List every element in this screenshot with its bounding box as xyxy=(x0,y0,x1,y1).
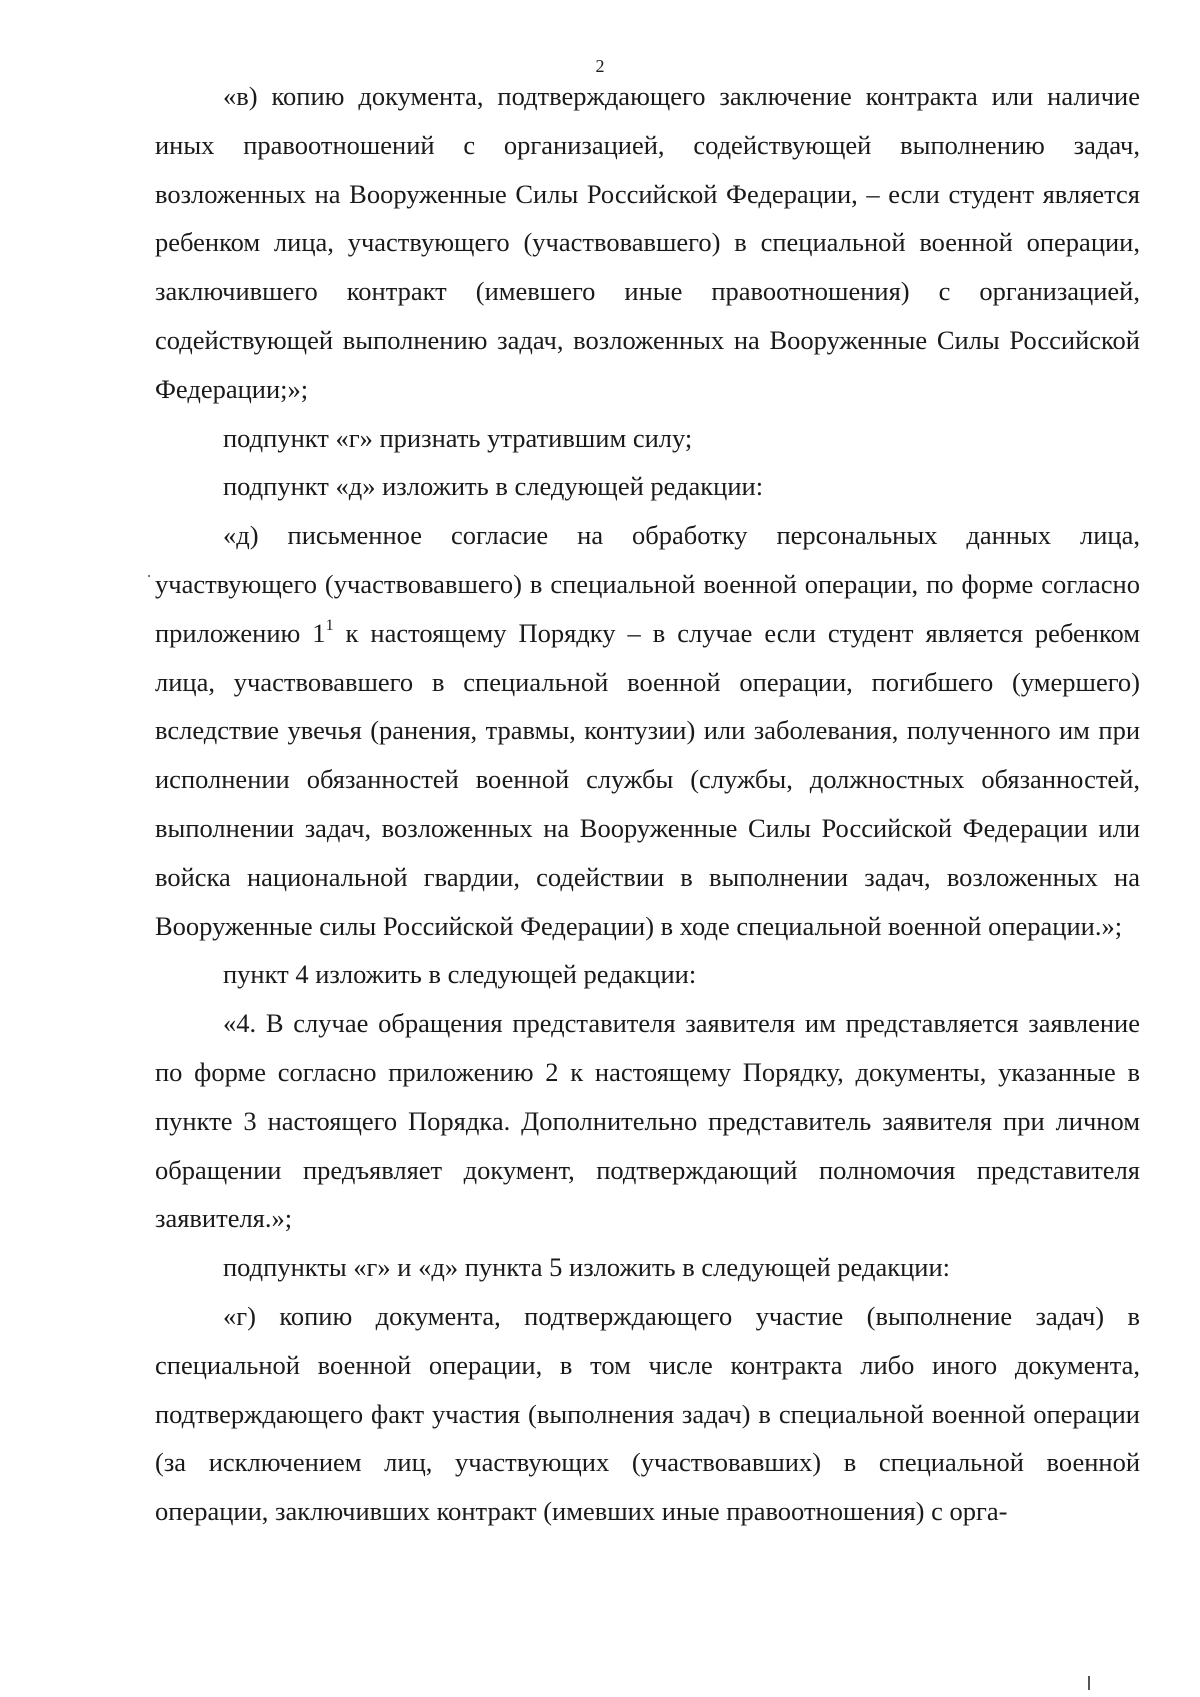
paragraph-4-intro: пункт 4 изложить в следующей редакции: xyxy=(223,959,697,990)
paragraph-d-part-2: к настоящему Порядку – в случае если студент является ребенком лица, участвовавшего в специальной военной операции, погибшего (умершего) вследствие увечья (ранения, травмы, контузии) или заболевания, полученного им при исполнении обязанностей военной службы (службы, должностных обязанностей, выполнении задач, возложенных на Вооруженные Силы Российской Федерации или войска национальной гвардии, содействии в выполнении задач, возложенных на Вооруженные силы Российской Федерации) в ходе специальной военной операции.»; xyxy=(155,617,1141,941)
paragraph-v: «в) копию документа, подтверждающего заключение контракта или наличие иных правоотношений с организацией, содействующей выполнению задач, возложенных на Вооруженные Силы Российской Федерации, – если студент является ребенком лица, участвующего (участвовавшего) в специальной военной операции, заключившего контракт (имевшего иные правоотношения) с организацией, содействующей выполнению задач, возложенных на Вооруженные Силы Российской Федерации;»; xyxy=(155,81,1140,404)
paragraph-d-part-1: «д) письменное согласие на обработку персональных данных лица, участвующего (участвовавшего) в специальной военной операции, по форме согласно приложению 1 xyxy=(155,520,1140,648)
paragraph-5-g: «г) копию документа, подтверждающего участие (выполнение задач) в специальной военной операции, в том числе контракта либо иного документа, подтверждающего факт участия (выполнения задач) в специальной военной операции (за исключением лиц, участвующих (участвовавших) в специальной военной операции, заключивших контракт (имевших иные правоотношения) с орга- xyxy=(155,1300,1140,1527)
paragraph-d xyxy=(155,511,1140,950)
scan-artifact-dot xyxy=(148,575,150,577)
appendix-superscript: 1 xyxy=(325,616,334,634)
scan-artifact-mark xyxy=(1088,1676,1090,1690)
paragraph-d-intro: подпункт «д» изложить в следующей редакции: xyxy=(223,471,764,502)
document-body xyxy=(155,72,1140,1536)
paragraph-5-intro: подпункты «г» и «д» пункта 5 изложить в следующей редакции: xyxy=(223,1252,950,1283)
paragraph-g-repeal: подпункт «г» признать утратившим силу; xyxy=(223,422,693,453)
paragraph-4: «4. В случае обращения представителя заявителя им представляется заявление по форме согласно приложению 2 к настоящему Порядку, документы, указанные в пункте 3 настоящего Порядка. Дополнительно представитель заявителя при личном обращении предъявляет документ, подтверждающий полномочия представителя заявителя.»; xyxy=(155,1008,1140,1234)
page-number: 2 xyxy=(595,56,605,76)
